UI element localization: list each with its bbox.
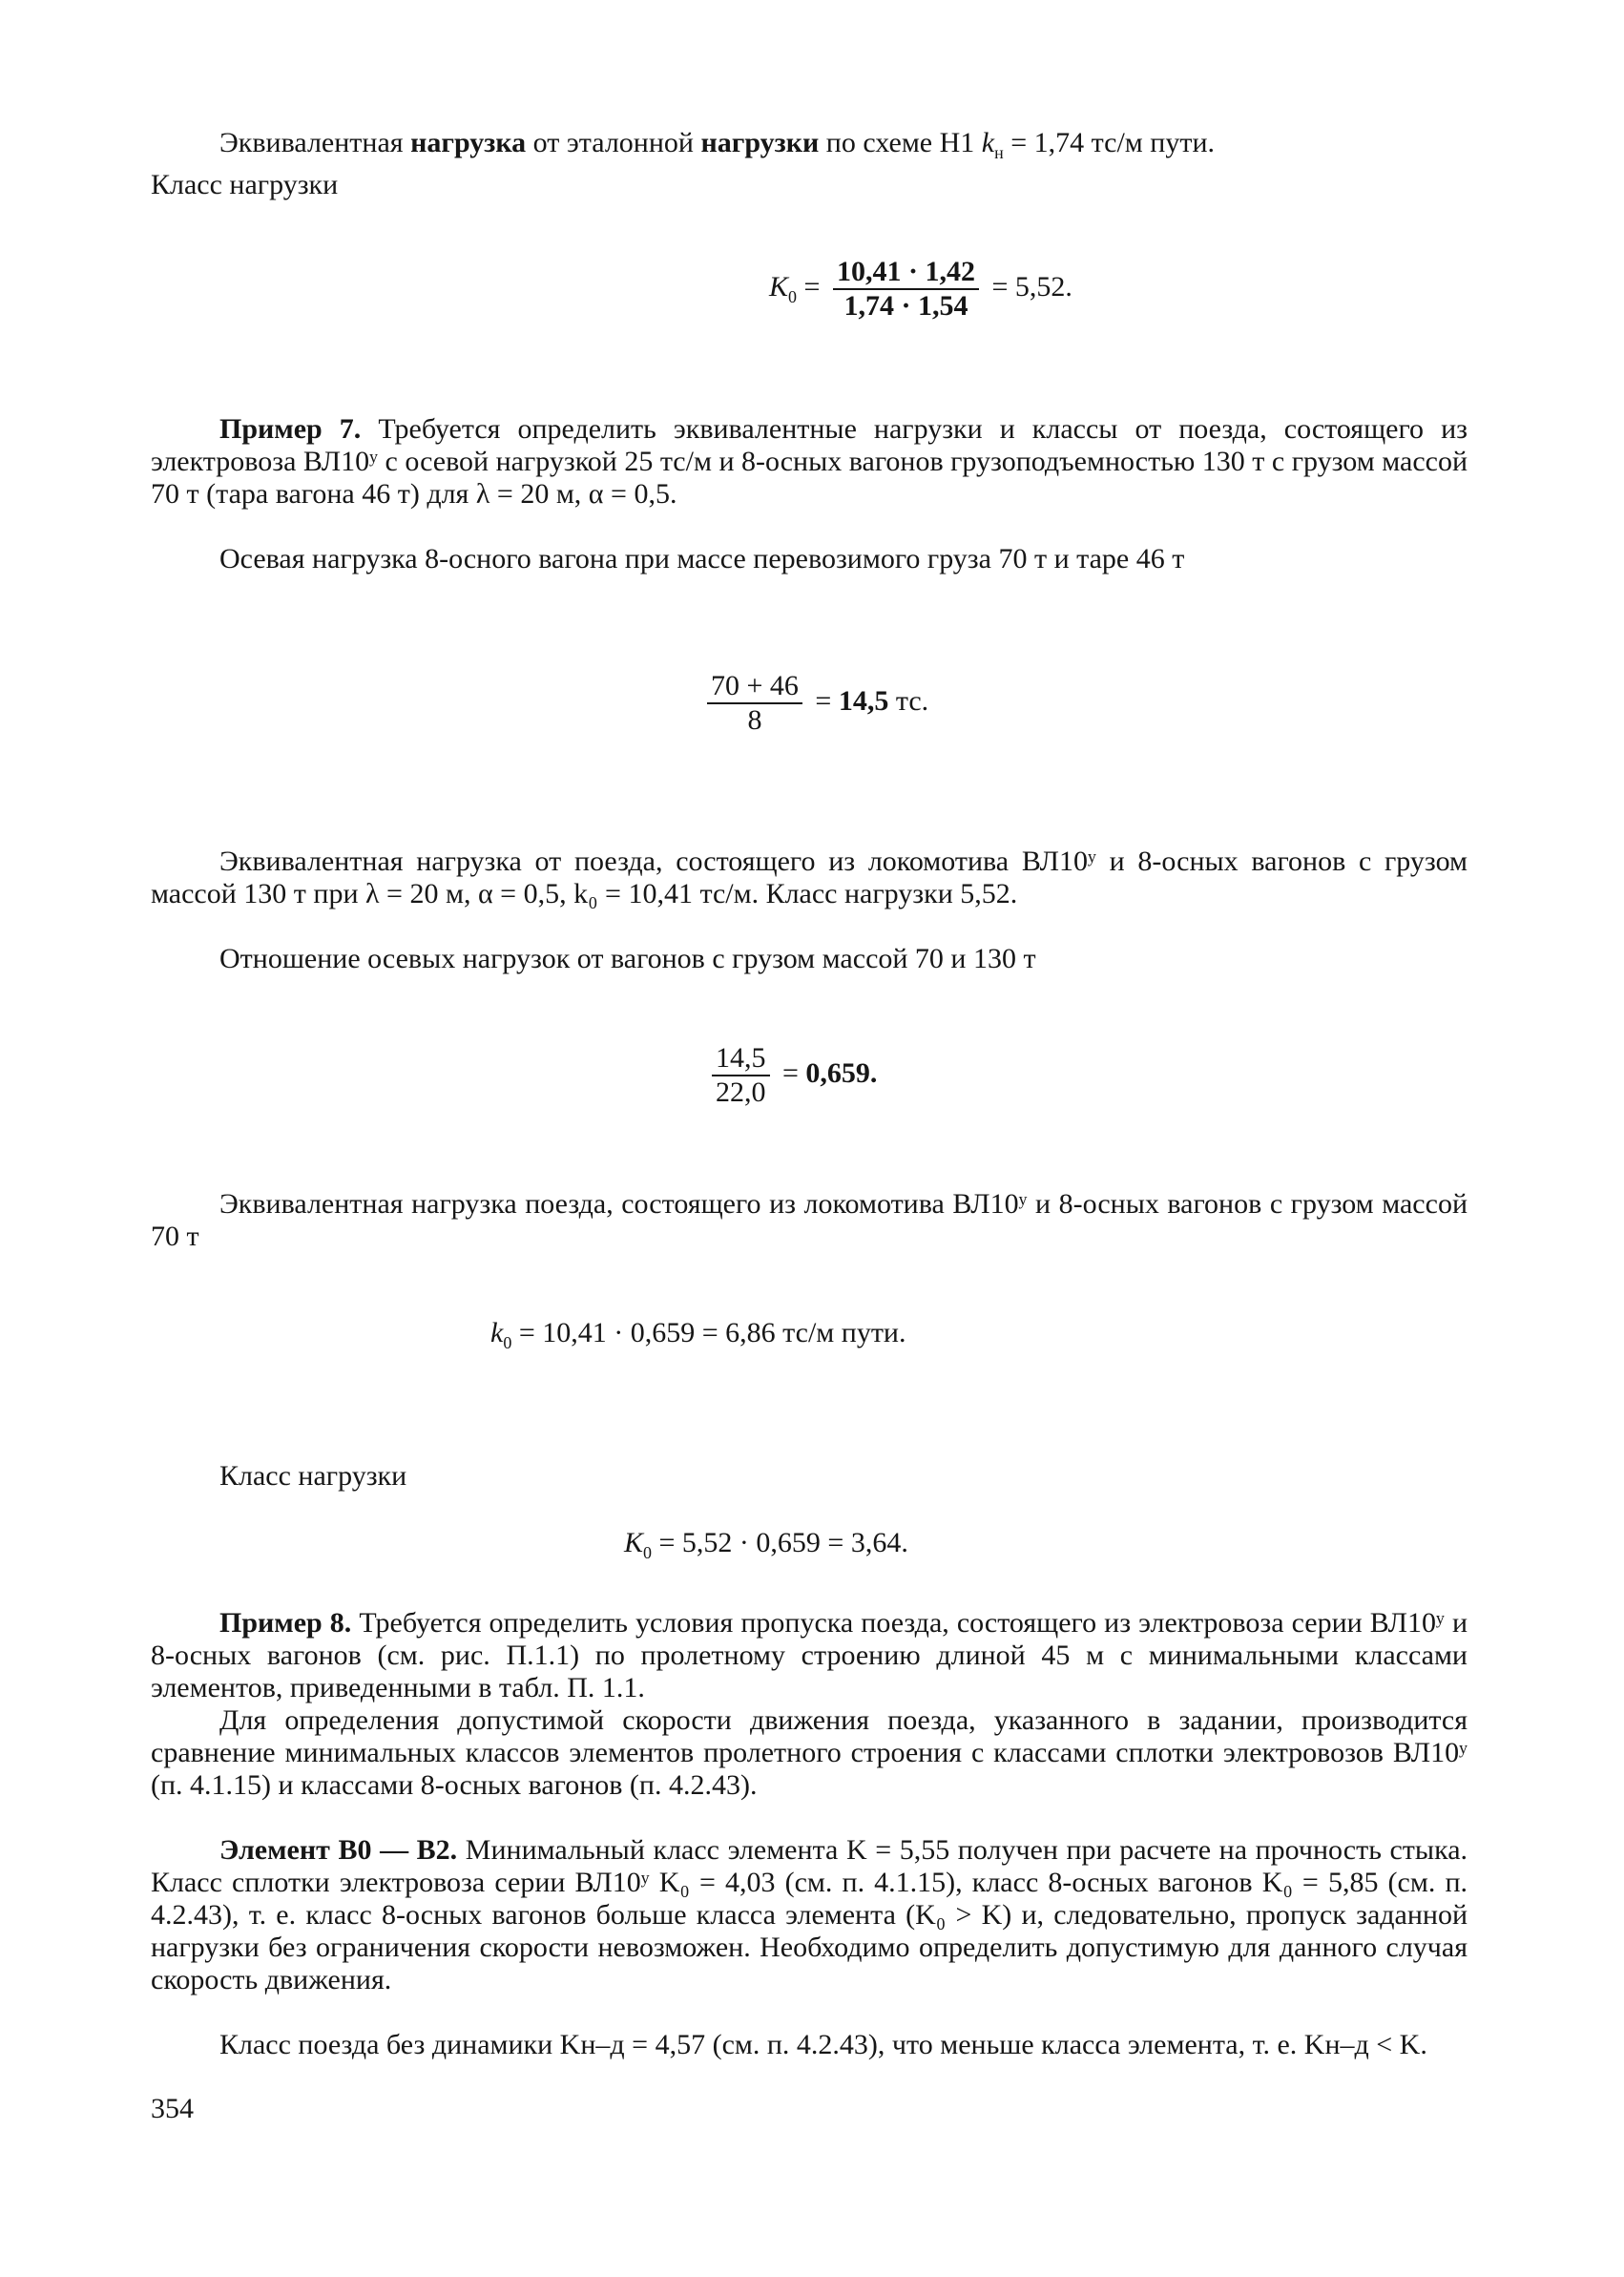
paragraph-element [151,1834,1468,1996]
result: = 5,52. [984,270,1072,303]
symbol-k: k [981,127,995,158]
paragraph-speed [151,1704,1468,1802]
example-label: Пример 8. [219,1607,352,1639]
denominator: 1,74 · 1,54 [833,288,979,323]
text: Осевая нагрузка 8-осного вагона при массе перевозимого груза 70 т и таре 46 т [219,543,1185,574]
text: Класс нагрузки [219,1460,407,1492]
symbol-K: K [624,1527,644,1558]
fraction [712,1042,770,1109]
equals: = [797,270,827,303]
text-bold: нагрузки [700,127,820,158]
text: Класс нагрузки [151,169,339,200]
example-text: Требуется определить условия пропуска поезда, состоящего из электровоза серии ВЛ10ʸ и 8-осных вагонов (см. рис. П.1.1) по пролетному строению длиной 45 м с минимальными классами элементов, приведенными в табл. П. 1.1. [151,1607,1468,1703]
example-label: Пример 7. [219,413,362,445]
text: Эквивалентная нагрузка поезда, состоящего из локомотива ВЛ10ʸ и 8-осных вагонов с грузом массой 70 т [151,1188,1468,1252]
formula-K0-result [624,1527,908,1569]
symbol-K: K [769,270,789,303]
text: = 1,74 тс/м пути. [1003,127,1216,158]
text: Эквивалентная [219,127,411,158]
text: от эталонной [526,127,701,158]
page-number: 354 [151,2093,194,2124]
subscript: н [994,143,1004,162]
symbol-k: k [490,1317,504,1348]
result: 0,659. [805,1056,878,1089]
text-bold: нагрузка [410,127,527,158]
subscript: 0 [643,1543,653,1562]
example-text: Требуется определить эквивалентные нагрузки и классы от поезда, состоящего из электровоза ВЛ10ʸ с осевой нагрузкой 25 тс/м и 8-осных вагонов грузоподъемностью 130 т с грузом массой 70 т (тара вагона 46 т) для λ = 20 м, α = 0,5. [151,413,1468,510]
text: Для определения допустимой скорости движения поезда, указанного в задании, производится сравнение минимальных классов элементов пролетного строения с классами сплотки электровозов ВЛ10ʸ (п. 4.1.15) и классами 8-осных вагонов (п. 4.2.43). [151,1704,1468,1801]
paragraph-load-class [151,1460,1468,1493]
formula-axle-load [701,670,928,737]
formula-text: = 5,52 · 0,659 = 3,64. [652,1527,908,1558]
subscript: 0 [788,286,798,306]
paragraph-equivalent-70 [151,1188,1468,1253]
paragraph-equivalent-load [151,127,1468,201]
subscript: 0 [503,1333,512,1352]
example-7 [151,413,1468,511]
equals: = [775,1056,806,1089]
text: Эквивалентная нагрузка от поезда, состоящего из локомотива ВЛ10ʸ и 8-осных вагонов с грузом массой 130 т при λ = 20 м, α = 0,5, k₀ = 10,41 тс/м. Класс нагрузки 5,52. [151,846,1468,909]
denominator: 8 [707,702,802,737]
text: по схеме Н1 [819,127,982,158]
paragraph-axle-ratio [151,943,1468,975]
element-label: Элемент В0 — В2. [219,1834,458,1866]
formula-ratio [706,1042,877,1109]
numerator: 14,5 [716,1042,766,1074]
text: Отношение осевых нагрузок от вагонов с грузом массой 70 и 130 т [219,943,1036,974]
paragraph-train-class [151,2029,1468,2061]
equals: = [807,684,839,717]
unit: тс. [888,684,929,717]
paragraph-axle-load [151,543,1468,575]
fraction [833,256,979,323]
text: Класс поезда без динамики Kн–д = 4,57 (см. п. 4.2.43), что меньше класса элемента, т. е. Kн–д < K. [219,2029,1427,2060]
numerator: 10,41 · 1,42 [836,256,975,287]
formula-k0-value [490,1317,906,1359]
example-8 [151,1607,1468,1704]
fraction [707,670,802,737]
denominator: 22,0 [712,1075,770,1109]
paragraph-equivalent-train [151,846,1468,910]
element-text: Минимальный класс элемента K = 5,55 получен при расчете на прочность стыка. Класс сплотки электровоза серии ВЛ10ʸ K₀ = 4,03 (см. п. 4.1.15), класс 8-осных вагонов K₀ = 5,85 (см. п. 4.2.43), т. е. класс 8-осных вагонов больше класса элемента (K₀ > K) и, следовательно, пропуск заданной нагрузки без ограничения скорости невозможен. Необходимо определить допустимую для данного случая скорость движения. [151,1834,1468,1995]
formula-k0-class [769,256,1072,323]
formula-text: = 10,41 · 0,659 = 6,86 тс/м пути. [511,1317,906,1348]
result: 14,5 [838,684,889,717]
numerator: 70 + 46 [711,670,799,701]
